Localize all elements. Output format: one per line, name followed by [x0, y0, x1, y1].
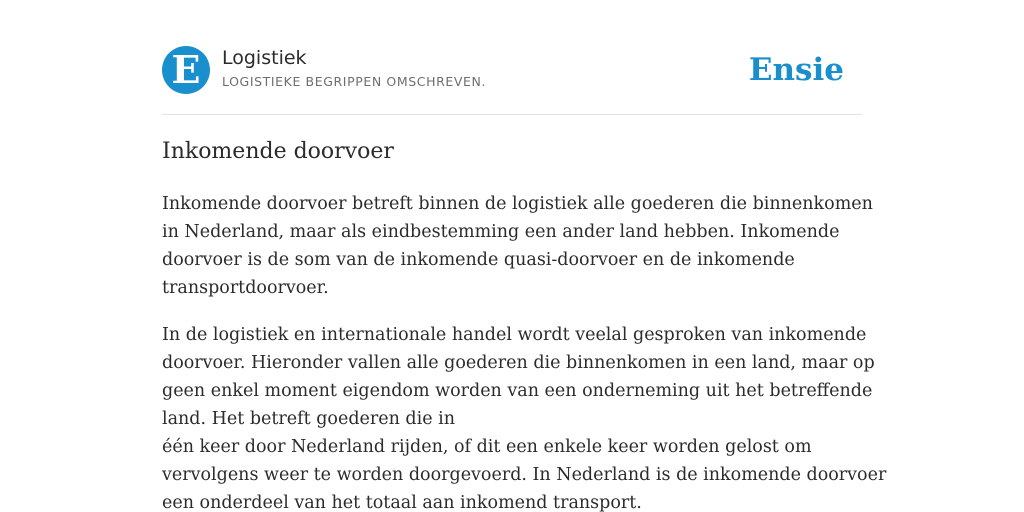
paragraph-line: geen enkel moment eigendom worden van een onderneming uit het betreffende — [162, 381, 873, 401]
paragraph-line: doorvoer is de som van de inkomende quasi-doorvoer en de inkomende — [162, 250, 795, 270]
article-paragraph-1 — [162, 190, 873, 302]
paragraph-line: vervolgens weer te worden doorgevoerd. In Nederland is de inkomende doorvoer — [162, 465, 887, 485]
site-header — [162, 46, 862, 115]
paragraph-line: In de logistiek en internationale handel wordt veelal gesproken van inkomende — [162, 325, 867, 345]
site-title[interactable]: Logistiek — [222, 47, 307, 69]
article — [162, 136, 887, 512]
paragraph-line: één keer door Nederland rijden, of dit een enkele keer worden gelost om — [162, 437, 812, 457]
paragraph-line: land. Het betreft goederen die in — [162, 409, 456, 429]
article-title: Inkomende doorvoer — [162, 139, 394, 164]
ensie-brand-logo[interactable]: Ensie — [748, 52, 844, 88]
site-subtitle: LOGISTIEKE BEGRIPPEN OMSCHREVEN. — [222, 74, 487, 89]
paragraph-line: in Nederland, maar als eindbestemming een ander land hebben. Inkomende — [162, 222, 840, 242]
paragraph-line: Inkomende doorvoer betreft binnen de logistiek alle goederen die binnenkomen — [162, 194, 873, 214]
article-paragraph-2 — [162, 321, 887, 512]
paragraph-line: een onderdeel van het totaal aan inkomend transport. — [162, 493, 642, 512]
paragraph-line: transportdoorvoer. — [162, 278, 329, 298]
site-logo[interactable]: E — [162, 46, 210, 94]
paragraph-line: doorvoer. Hieronder vallen alle goederen die binnenkomen in een land, maar op — [162, 353, 875, 373]
